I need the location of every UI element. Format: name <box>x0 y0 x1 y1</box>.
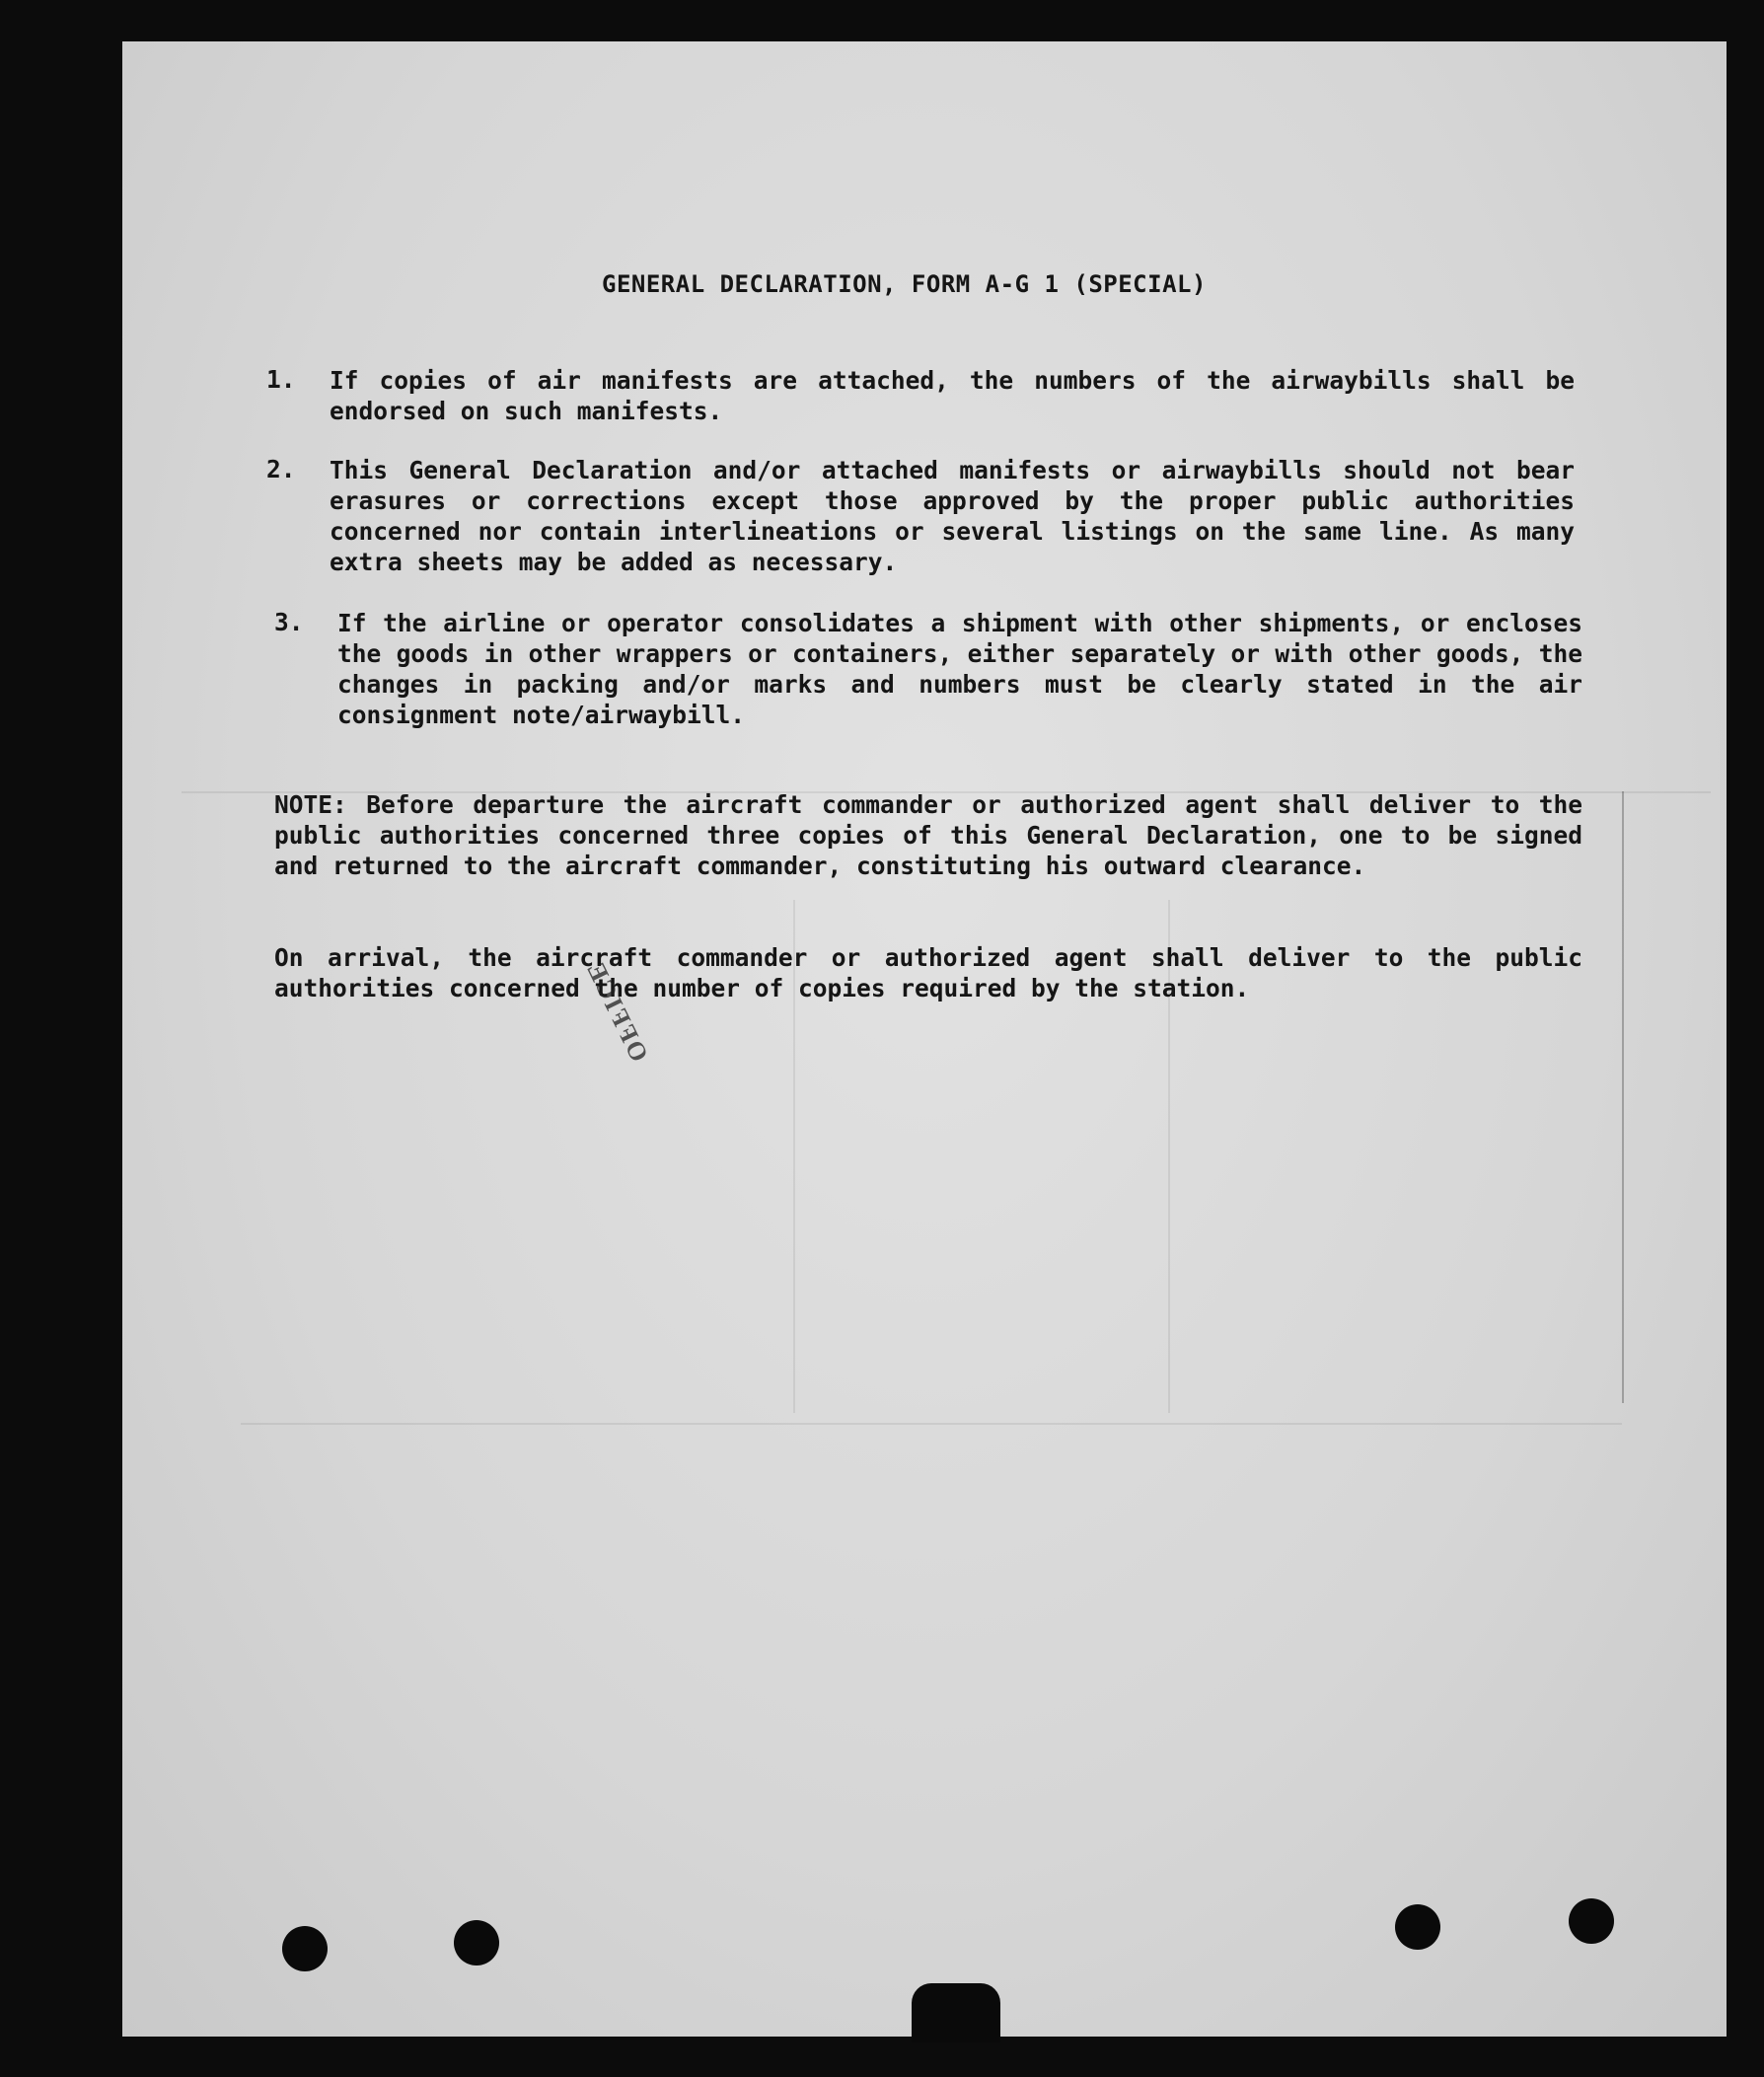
arrival-paragraph: On arrival, the aircraft commander or authorized agent shall deliver to the public authorities concerned the number of copies required by the station. <box>274 943 1582 1002</box>
ghost-rule <box>241 1423 1622 1425</box>
item-number: 2. <box>266 455 296 483</box>
ghost-rule <box>1622 791 1624 1403</box>
item-text: If the airline or operator consolidates a shipment with other shipments, or encloses the goods in other wrappers or containers, either separately or with other goods, the changes in packing and/or marks and numbers must be clearly stated in the air consignment note/airwaybill. <box>337 609 1582 729</box>
office-stamp: OFFICE <box>580 955 654 1067</box>
document-page <box>122 41 1727 2037</box>
document-title: GENERAL DECLARATION, FORM A-G 1 (SPECIAL) <box>602 270 1207 298</box>
item-number: 1. <box>266 365 296 394</box>
punch-hole <box>282 1926 328 1971</box>
binding-notch <box>912 1983 1000 2042</box>
punch-hole <box>454 1920 499 1966</box>
punch-hole <box>1395 1904 1440 1950</box>
item-text: If copies of air manifests are attached, the numbers of the airwaybills shall be endorsed on such manifests. <box>330 366 1575 425</box>
item-text: This General Declaration and/or attached manifests or airwaybills should not bear erasures or corrections except those approved by the proper public authorities concerned nor contain interlineations or several listings on the same line. As many extra sheets may be added as necessary. <box>330 456 1575 576</box>
punch-hole <box>1569 1898 1614 1944</box>
note-paragraph: NOTE: Before departure the aircraft commander or authorized agent shall deliver to the public authorities concerned three copies of this General Declaration, one to be signed and returned to the aircraft commander, constituting his outward clearance. <box>274 790 1582 880</box>
item-number: 3. <box>274 608 304 636</box>
